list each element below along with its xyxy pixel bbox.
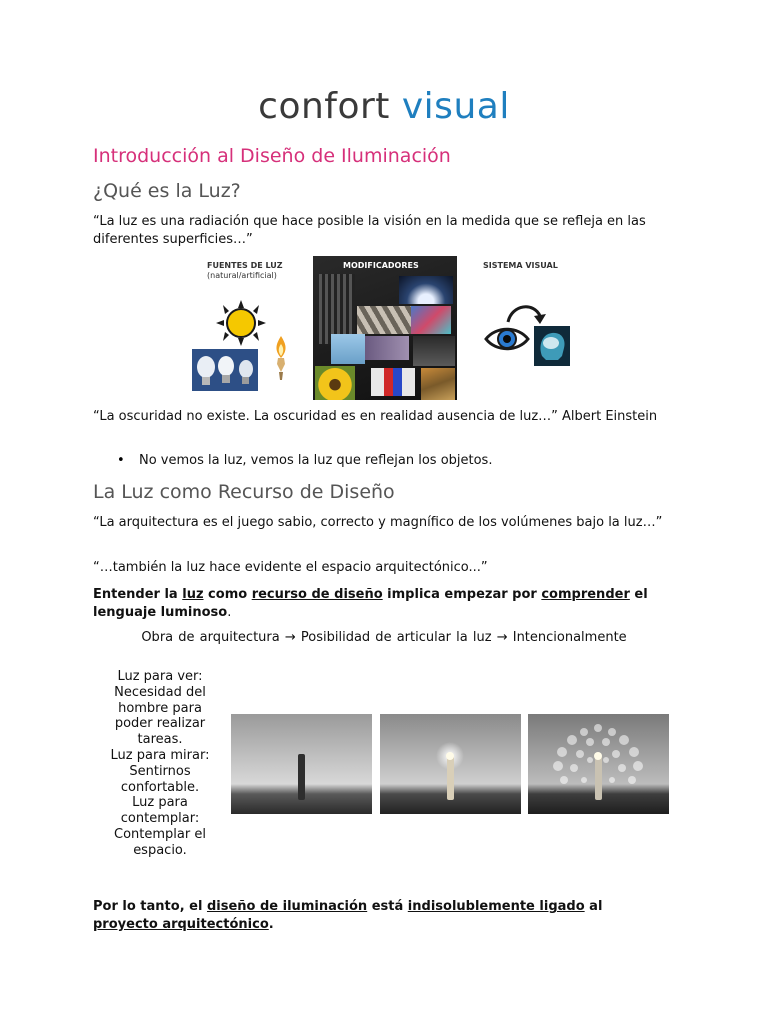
curved-arrow-icon [504,300,548,326]
term-indisolublemente-ligado: indisolublemente ligado [407,899,585,914]
side-line: poder realizar [114,716,206,732]
flow-step-intentional: Intencionalmente [512,630,627,645]
title-word-confort: confort [258,86,390,127]
section-heading-design: La Luz como Recurso de Diseño [93,481,395,503]
term-luz: luz [182,587,204,602]
3d-glasses-image [371,368,415,396]
photo-lamp-on [380,714,521,814]
sunflower-image [315,366,355,400]
bullet-item: No vemos la luz, vemos la luz que reflejan los objetos. [139,453,493,468]
autumn-leaves-image [421,368,455,400]
statement-understanding-light: Entender la luz como recurso de diseño implica empezar por comprender el lenguaje luminoso. [93,587,648,620]
dome-image [399,276,453,304]
quote-architecture: “La arquitectura es el juego sabio, correcto y magnífico de los volúmenes bajo la luz…” [93,515,663,530]
photo-lamp-off [231,714,372,814]
bullet-marker: • [117,453,125,468]
side-line: Luz para [132,795,188,811]
title-word-visual: visual [401,86,510,127]
flow-arrow-icon: → [284,630,296,645]
flow-step-articulate: Posibilidad de articular la luz [300,630,492,645]
side-line: Luz para ver: [117,669,203,684]
tower-image [413,336,455,366]
statement-conclusion: Por lo tanto, el diseño de iluminación está indisolublemente ligado al proyecto arquitectónico. [93,899,603,932]
flow-step-architecture: Obra de arquitectura [141,630,280,645]
side-line: contemplar: [120,811,200,827]
side-line: espacio. [133,842,187,858]
side-line: hombre para [118,700,202,716]
term-comprender: comprender [541,587,630,602]
flow-arrow-icon: → [496,630,508,645]
side-line: Luz para mirar: [110,747,210,763]
side-line: tareas. [137,732,183,748]
quote-architectural-space: “…también la luz hace evidente el espacio arquitectónico...” [93,560,488,575]
figure-visual-system [476,256,586,400]
intro-heading: Introducción al Diseño de Iluminación [93,145,451,167]
label-light-sources-sub: (natural/artificial) [207,271,277,280]
side-line: confortable. [120,779,200,795]
page-title [0,86,768,127]
flowers-image [365,336,409,360]
lattice-image [357,306,411,334]
label-light-sources: FUENTES DE LUZ [207,261,283,270]
figure-light-sources [192,256,302,400]
term-proyecto-arquitectonico: proyecto arquitectónico [93,917,269,932]
flow-line [0,630,768,645]
question-heading: ¿Qué es la Luz? [93,180,241,202]
term-diseno-de-iluminacion: diseño de iluminación [206,899,368,914]
glass-image [411,306,451,334]
light-bulbs-image [192,349,258,391]
side-line: Contemplar el [114,826,206,842]
side-line: Sentirnos [129,763,191,779]
side-line: Necesidad del [114,684,206,700]
sun-icon [216,300,266,346]
quote-light-definition: “La luz es una radiación que hace posible la visión en la medida que se refleja en las diferentes superficies…” [93,214,646,247]
figure-modifiers [313,256,457,400]
term-recurso-de-diseno: recurso de diseño [251,587,383,602]
brain-head-icon [534,326,570,366]
sky-bird-image [331,334,365,364]
label-modifiers: MODIFICADORES [343,261,419,270]
photo-lamp-pattern [528,714,669,814]
label-visual-system: SISTEMA VISUAL [483,261,558,270]
eye-icon [484,324,530,354]
candle-flame-icon [270,334,292,380]
light-purposes-list [100,669,220,859]
quote-einstein: “La oscuridad no existe. La oscuridad es en realidad ausencia de luz…” Albert Einstein [93,409,658,424]
